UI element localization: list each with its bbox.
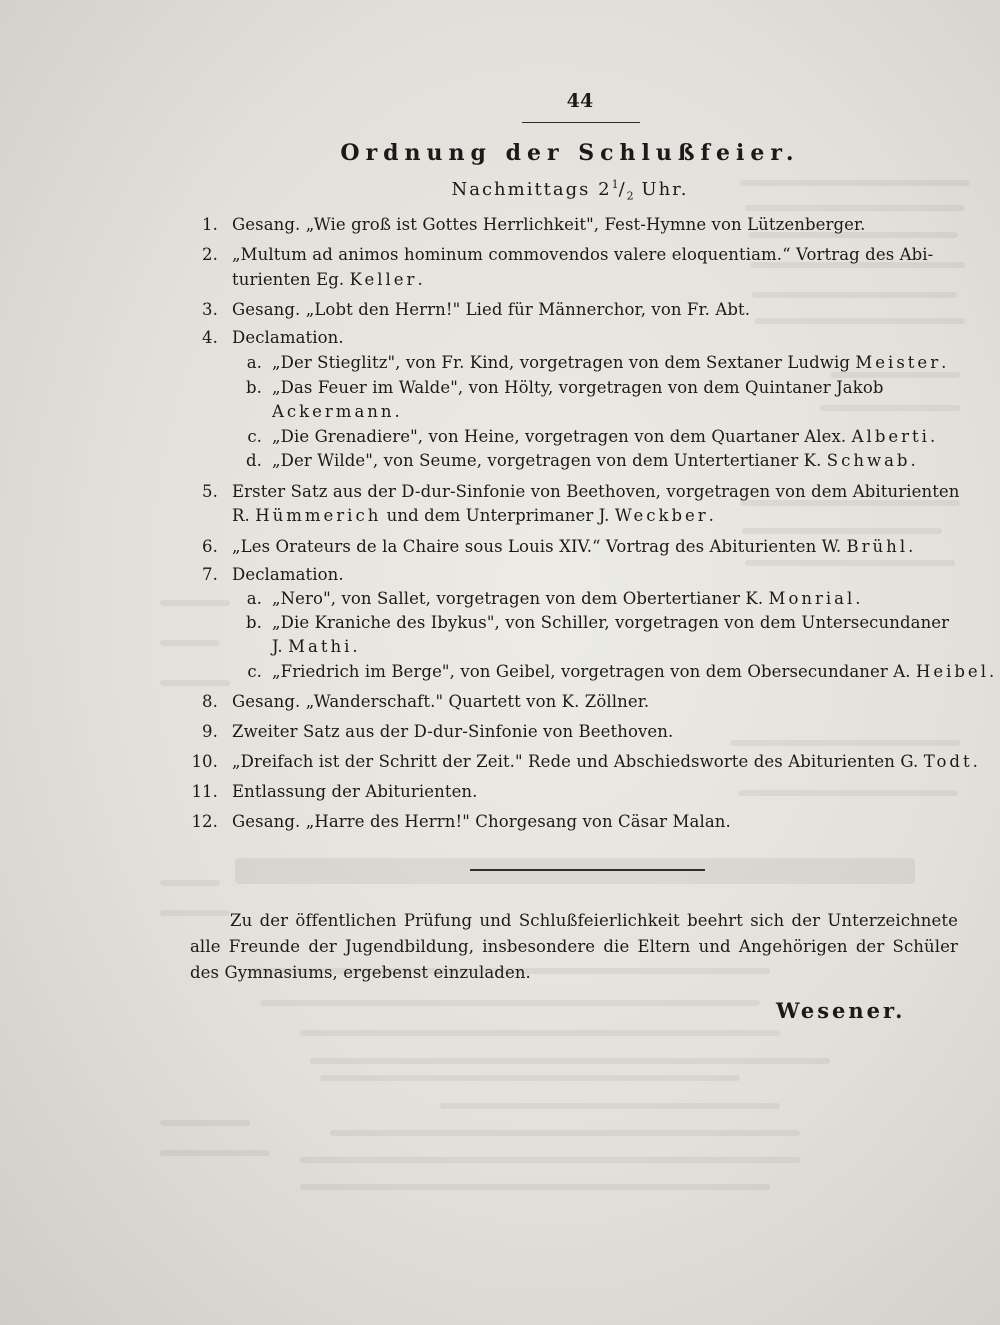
item-number: 7. bbox=[202, 565, 218, 584]
item-number: 4. bbox=[202, 328, 218, 347]
item-text-part: . bbox=[910, 451, 916, 470]
item-text bbox=[272, 451, 916, 470]
item-text: Declamation. bbox=[232, 328, 344, 347]
item-text: Erster Satz aus der D-dur-Sinfonie von Beethoven, vorgetragen von dem Abiturienten bbox=[232, 482, 960, 501]
item-text bbox=[232, 752, 978, 771]
item-text-part: . bbox=[941, 353, 947, 372]
item-text bbox=[232, 537, 913, 556]
item-name-spaced: Schwab bbox=[826, 451, 911, 470]
item-text bbox=[272, 637, 358, 656]
item-name-spaced: Ackermann bbox=[272, 402, 395, 421]
item-name-spaced: Mathi bbox=[288, 637, 353, 656]
fraction-numerator: 1 bbox=[611, 178, 619, 191]
document-subtitle bbox=[400, 178, 740, 203]
item-text-part: . bbox=[394, 402, 400, 421]
item-number: 1. bbox=[202, 215, 218, 234]
page-number: 44 bbox=[566, 90, 594, 112]
struck-through-heading-rule bbox=[470, 869, 705, 871]
subitem-letter: a. bbox=[246, 353, 262, 372]
item-text-part: „Nero", von Sallet, vorgetragen von dem Obertertianer K. bbox=[272, 589, 769, 608]
item-number: 10. bbox=[191, 752, 218, 771]
item-text-part: „Les Orateurs de la Chaire sous Louis XIV.“ Vortrag des Abiturienten W. bbox=[232, 537, 847, 556]
item-text bbox=[272, 353, 946, 372]
item-text-part: J. bbox=[272, 637, 289, 656]
item-text bbox=[272, 662, 994, 681]
item-number: 3. bbox=[202, 300, 218, 319]
item-text: „Das Feuer im Walde", von Hölty, vorgetragen von dem Quintaner Jakob bbox=[272, 378, 884, 397]
item-text: „Die Kraniche des Ibykus", von Schiller, vorgetragen von dem Untersecundaner bbox=[272, 613, 950, 632]
item-text: Declamation. bbox=[232, 565, 344, 584]
document-title: Ordnung der Schlußfeier. bbox=[340, 140, 800, 166]
subitem-letter: c. bbox=[247, 427, 262, 446]
item-text: „Multum ad animos hominum commovendos valere eloquentiam.“ Vortrag des Abi- bbox=[232, 245, 934, 264]
item-text-part: „Dreifach ist der Schritt der Zeit." Rede und Abschiedsworte des Abiturienten G. bbox=[232, 752, 924, 771]
item-name-spaced: Alberti bbox=[851, 427, 930, 446]
item-text-part: und dem Unterprimaner J. bbox=[381, 506, 615, 525]
item-number: 12. bbox=[191, 812, 218, 831]
item-number: 9. bbox=[202, 722, 218, 741]
item-text bbox=[232, 506, 714, 525]
subtitle-suffix: Uhr. bbox=[633, 179, 689, 200]
item-text: Gesang. „Wie groß ist Gottes Herrlichkeit", Fest-Hymne von Lützenberger. bbox=[232, 215, 866, 234]
subitem-letter: c. bbox=[247, 662, 262, 681]
subitem-letter: b. bbox=[245, 378, 262, 397]
item-text-part: . bbox=[908, 537, 914, 556]
subtitle-prefix: Nachmittags 2 bbox=[451, 179, 612, 200]
item-text bbox=[272, 402, 400, 421]
item-text: Gesang. „Wanderschaft." Quartett von K. Zöllner. bbox=[232, 692, 650, 711]
item-text-part: . bbox=[929, 427, 936, 446]
item-text-part: „Friedrich im Berge", von Geibel, vorgetragen von dem Obersecundaner A. bbox=[272, 662, 916, 681]
item-name-spaced: Hümmerich bbox=[255, 506, 382, 525]
invitation-paragraph: Zu der öffentlichen Prüfung und Schlußfeierlichkeit beehrt sich der Unterzeichnete alle Freunde der Jugendbildung, insbesondere die Eltern und Angehörigen der Schüler des Gymnasiums, ergebenst einzuladen. bbox=[190, 911, 958, 982]
item-number: 5. bbox=[202, 482, 218, 501]
item-text bbox=[272, 427, 935, 446]
item-name-spaced: Monrial bbox=[768, 589, 856, 608]
item-text bbox=[232, 270, 423, 289]
item-number: 8. bbox=[202, 692, 218, 711]
item-text-part: R. bbox=[232, 506, 256, 525]
item-name-spaced: Keller bbox=[349, 270, 418, 289]
signature: Wesener. bbox=[776, 998, 906, 1023]
item-text-part: . bbox=[972, 752, 978, 771]
item-name-spaced: Heibel bbox=[915, 662, 989, 681]
item-text-part: . bbox=[988, 662, 995, 681]
item-name-spaced: Todt bbox=[923, 752, 973, 771]
item-text: Gesang. „Harre des Herrn!" Chorgesang von Cäsar Malan. bbox=[232, 812, 731, 831]
item-name-spaced: Weckber bbox=[614, 506, 709, 525]
subtitle-fraction: $^1/_2$ bbox=[611, 178, 634, 203]
item-number: 11. bbox=[191, 782, 218, 801]
subitem-letter: d. bbox=[245, 451, 262, 470]
item-text: Entlassung der Abiturienten. bbox=[232, 782, 478, 801]
item-text-part: „Der Wilde", von Seume, vorgetragen von dem Untertertianer K. bbox=[272, 451, 827, 470]
item-number: 6. bbox=[202, 537, 218, 556]
item-text-part: „Die Grenadiere", von Heine, vorgetragen von dem Quartaner Alex. bbox=[272, 427, 852, 446]
item-name-spaced: Brühl bbox=[846, 537, 909, 556]
item-text-part: „Der Stieglitz", von Fr. Kind, vorgetragen von dem Sextaner Ludwig bbox=[272, 353, 856, 372]
item-text: Zweiter Satz aus der D-dur-Sinfonie von Beethoven. bbox=[232, 722, 674, 741]
item-text-part: . bbox=[855, 589, 861, 608]
item-name-spaced: Meister bbox=[855, 353, 942, 372]
item-number: 2. bbox=[202, 245, 218, 264]
item-text-part: . bbox=[352, 637, 358, 656]
item-text-part: . bbox=[708, 506, 715, 525]
item-text: Gesang. „Lobt den Herrn!" Lied für Männerchor, von Fr. Abt. bbox=[232, 300, 751, 319]
header-rule bbox=[522, 122, 640, 123]
item-text bbox=[272, 589, 861, 608]
subitem-letter: a. bbox=[246, 589, 262, 608]
item-text-part: . bbox=[417, 270, 423, 289]
item-text-part: turienten Eg. bbox=[232, 270, 350, 289]
subitem-letter: b. bbox=[245, 613, 262, 632]
fraction-denominator: 2 bbox=[626, 189, 634, 203]
